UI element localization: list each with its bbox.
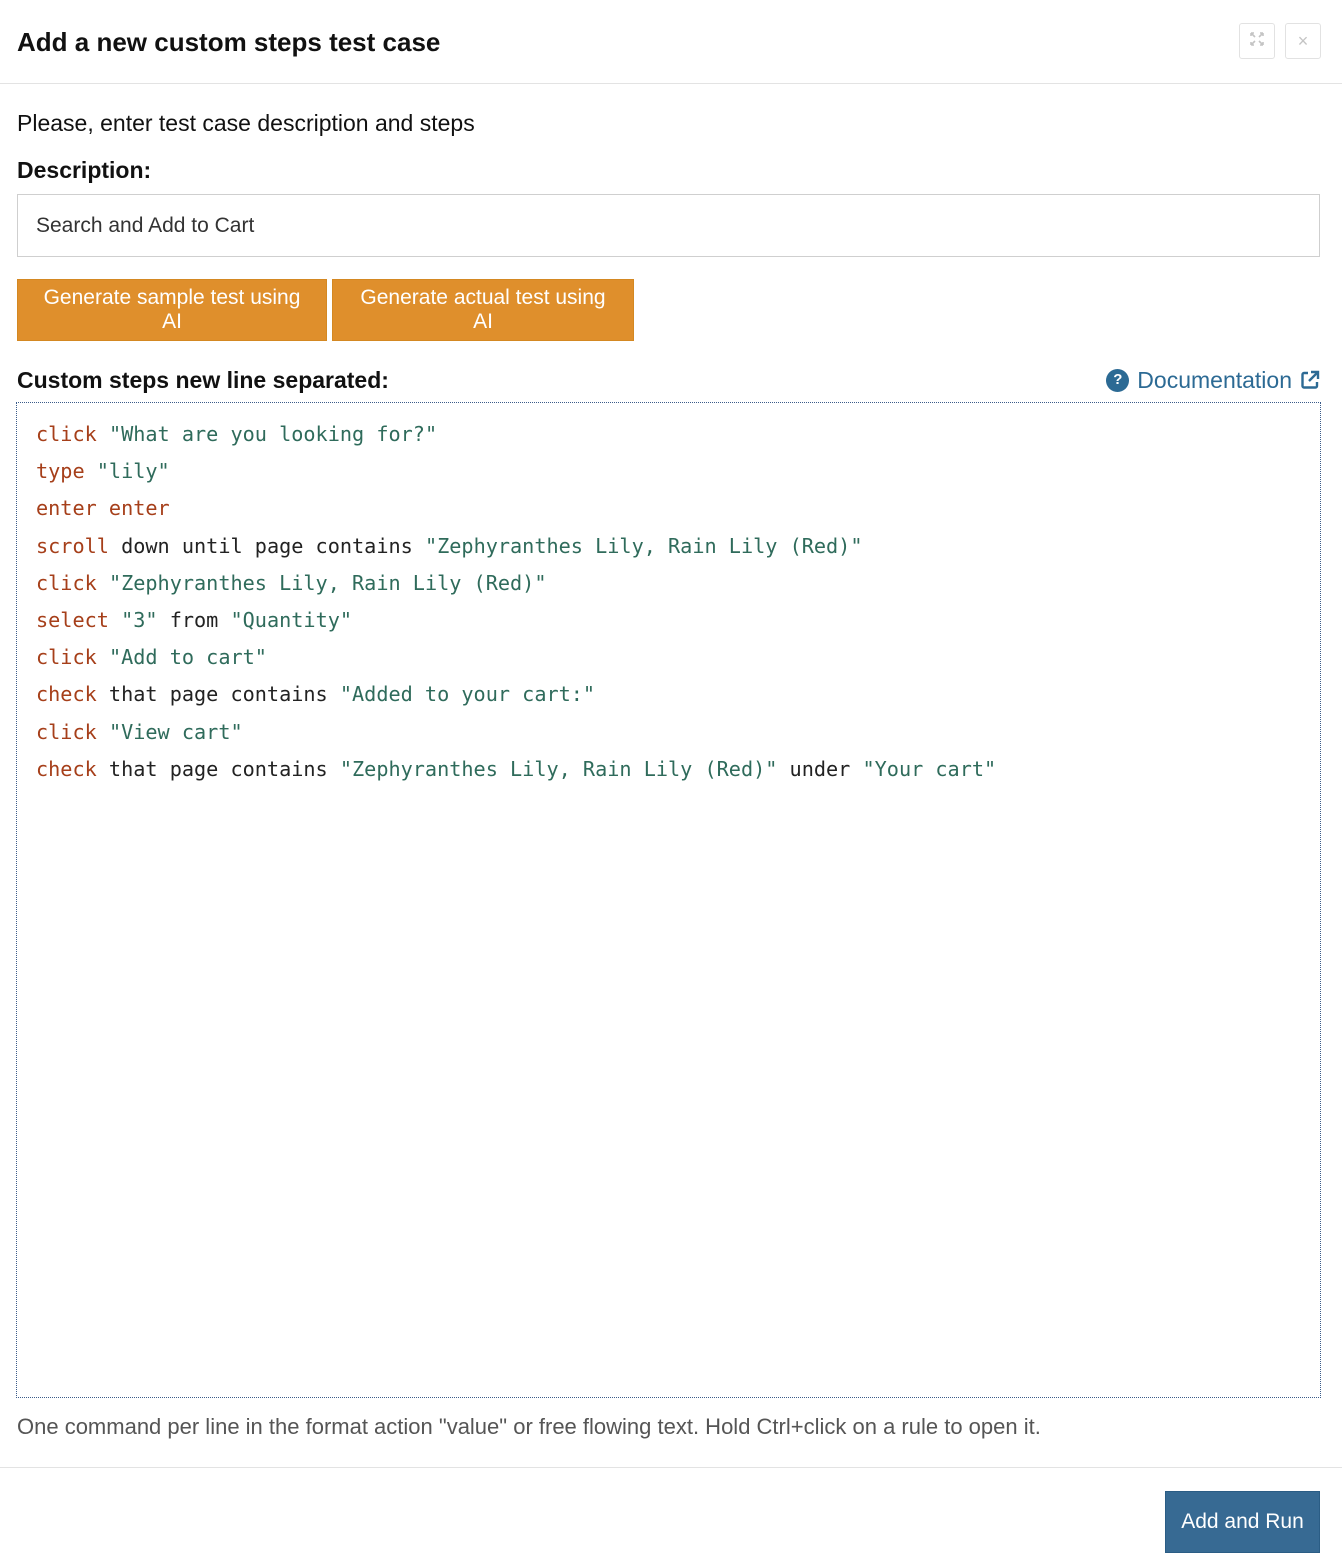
- code-line[interactable]: [36, 416, 1320, 453]
- code-text: down until page contains: [108, 533, 425, 558]
- add-and-run-button[interactable]: Add and Run: [1165, 1491, 1320, 1553]
- code-line[interactable]: [36, 751, 1320, 788]
- code-keyword: check: [36, 682, 97, 707]
- code-text: [97, 571, 109, 595]
- code-keyword: click: [36, 645, 97, 670]
- code-line[interactable]: [36, 453, 1320, 490]
- code-text: that page contains: [96, 682, 340, 707]
- code-text: [109, 608, 121, 632]
- description-label: Description:: [17, 157, 152, 183]
- steps-hint-text: One command per line in the format action "value" or free flowing text. Hold Ctrl+click on a rule to open it.: [17, 1414, 1041, 1439]
- code-text: [85, 459, 97, 483]
- code-string: "Zephyranthes Lily, Rain Lily (Red)": [108, 570, 547, 595]
- code-text: under: [777, 756, 863, 781]
- help-icon: ?: [1106, 369, 1129, 392]
- intro-text: Please, enter test case description and steps: [17, 110, 475, 136]
- documentation-link[interactable]: [1106, 365, 1320, 395]
- code-keyword: click: [36, 719, 97, 744]
- code-keyword: enter enter: [36, 496, 170, 521]
- code-string: "Add to cart": [108, 645, 267, 670]
- code-string: "Your cart": [862, 756, 997, 781]
- code-keyword: select: [36, 607, 109, 632]
- close-icon: ×: [1297, 30, 1309, 51]
- code-string: "3": [121, 607, 158, 632]
- code-text: [97, 645, 109, 669]
- code-text: [97, 422, 109, 446]
- generate-actual-test-button[interactable]: Generate actual test using AI: [332, 279, 634, 341]
- code-string: "lily": [96, 459, 170, 484]
- code-line[interactable]: [36, 490, 1320, 527]
- external-link-icon: [1300, 370, 1320, 390]
- code-string: "Zephyranthes Lily, Rain Lily (Red)": [339, 756, 778, 781]
- description-input[interactable]: [17, 194, 1320, 257]
- modal-title: Add a new custom steps test case: [17, 27, 441, 57]
- code-line[interactable]: [36, 565, 1320, 602]
- expand-icon: [1250, 32, 1264, 50]
- modal-header: [0, 0, 1342, 84]
- code-string: "Quantity": [230, 607, 353, 632]
- code-line[interactable]: [36, 639, 1320, 676]
- code-string: "What are you looking for?": [108, 422, 438, 446]
- code-line[interactable]: [36, 714, 1320, 751]
- code-keyword: click: [36, 422, 97, 446]
- code-keyword: click: [36, 570, 97, 595]
- code-text: that page contains: [96, 756, 340, 781]
- custom-steps-editor[interactable]: [16, 402, 1321, 1398]
- expand-button[interactable]: [1239, 23, 1275, 59]
- code-line[interactable]: [36, 676, 1320, 713]
- code-keyword: type: [36, 459, 85, 484]
- modal-footer: [0, 1467, 1342, 1563]
- code-string: "Added to your cart:": [339, 682, 596, 707]
- code-line[interactable]: [36, 528, 1320, 565]
- generate-sample-test-button[interactable]: Generate sample test using AI: [17, 279, 327, 341]
- code-line[interactable]: [36, 602, 1320, 639]
- code-text: from: [157, 607, 231, 632]
- documentation-link-label: Documentation: [1137, 367, 1292, 393]
- code-text: [97, 720, 109, 744]
- custom-steps-label: Custom steps new line separated:: [17, 367, 389, 393]
- code-string: "View cart": [108, 719, 243, 744]
- code-string: "Zephyranthes Lily, Rain Lily (Red)": [424, 533, 863, 558]
- close-button[interactable]: [1285, 23, 1321, 59]
- code-keyword: check: [36, 756, 97, 781]
- code-keyword: scroll: [36, 533, 109, 558]
